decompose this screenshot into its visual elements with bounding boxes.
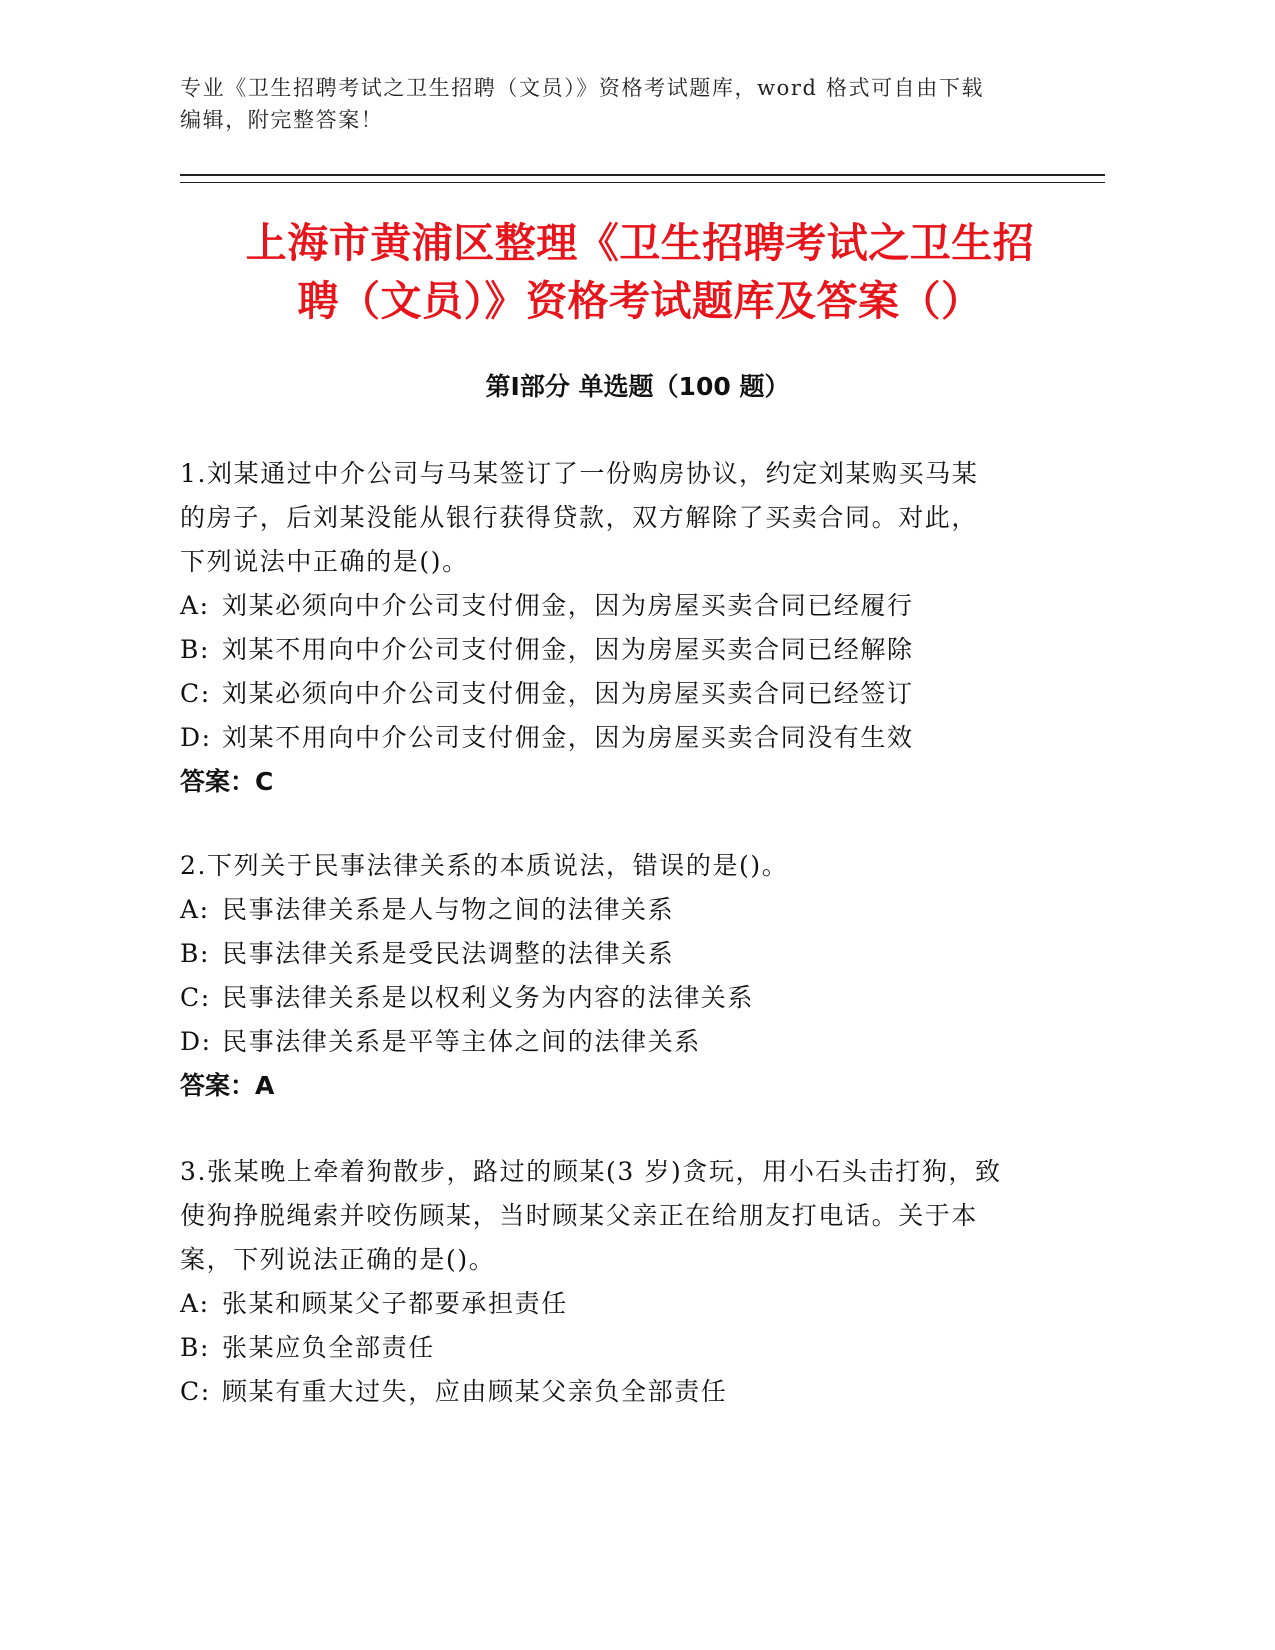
question-stem-line: 2.下列关于民事法律关系的本质说法，错误的是()。 <box>180 851 789 880</box>
question-stem-line: 的房子，后刘某没能从银行获得贷款，双方解除了买卖合同。对此， <box>180 503 979 532</box>
section-heading: 第Ⅰ部分 单选题（100 题） <box>485 372 790 401</box>
question-stem-line: 案，下列说法正确的是()。 <box>180 1245 496 1274</box>
question-option <box>180 672 1060 716</box>
question-stem-line: 下列说法中正确的是()。 <box>180 547 469 576</box>
question-option <box>180 976 1060 1020</box>
header-divider-thin <box>180 182 1105 183</box>
option-text: 民事法律关系是人与物之间的法律关系 <box>222 895 675 924</box>
option-text: 顾某有重大过失，应由顾某父亲负全部责任 <box>222 1377 728 1406</box>
question-option <box>180 628 1060 672</box>
question-2 <box>180 844 1060 1108</box>
question-answer: 答案：A <box>180 1071 275 1100</box>
question-3 <box>180 1150 1060 1414</box>
header-note <box>180 72 1100 136</box>
option-key: C: <box>180 679 211 708</box>
question-option <box>180 932 1060 976</box>
option-text: 刘某不用向中介公司支付佣金，因为房屋买卖合同已经解除 <box>222 635 914 664</box>
document-title <box>180 214 1100 330</box>
question-stem-line: 1.刘某通过中介公司与马某签订了一份购房协议，约定刘某购买马某 <box>180 459 979 488</box>
option-key: B: <box>180 939 210 968</box>
question-option <box>180 584 1060 628</box>
option-text: 民事法律关系是以权利义务为内容的法律关系 <box>222 983 755 1012</box>
option-text: 刘某必须向中介公司支付佣金，因为房屋买卖合同已经签订 <box>222 679 914 708</box>
option-text: 民事法律关系是受民法调整的法律关系 <box>222 939 675 968</box>
question-option <box>180 1370 1060 1414</box>
option-key: A: <box>180 895 210 924</box>
option-text: 张某应负全部责任 <box>222 1333 435 1362</box>
option-key: A: <box>180 1289 210 1318</box>
question-1 <box>180 452 1060 804</box>
question-stem-line: 使狗挣脱绳索并咬伤顾某，当时顾某父亲正在给朋友打电话。关于本 <box>180 1201 979 1230</box>
option-key: B: <box>180 1333 210 1362</box>
option-key: A: <box>180 591 210 620</box>
question-option <box>180 1020 1060 1064</box>
document-title-line-1: 上海市黄浦区整理《卫生招聘考试之卫生招 <box>245 219 1035 267</box>
option-key: C: <box>180 983 211 1012</box>
question-option <box>180 1326 1060 1370</box>
option-text: 刘某必须向中介公司支付佣金，因为房屋买卖合同已经履行 <box>222 591 914 620</box>
option-text: 张某和顾某父子都要承担责任 <box>222 1289 568 1318</box>
question-option <box>180 716 1060 760</box>
document-title-line-2: 聘（文员）》资格考试题库及答案（） <box>297 277 983 325</box>
question-option <box>180 1282 1060 1326</box>
option-key: D: <box>180 1027 212 1056</box>
header-note-line-2: 编辑，附完整答案！ <box>180 108 384 132</box>
question-answer: 答案：C <box>180 767 274 796</box>
option-key: B: <box>180 635 210 664</box>
option-text: 刘某不用向中介公司支付佣金，因为房屋买卖合同没有生效 <box>222 723 914 752</box>
header-divider-thick <box>180 174 1105 176</box>
question-stem-line: 3.张某晚上牵着狗散步，路过的顾某(3 岁)贪玩，用小石头击打狗，致 <box>180 1157 1002 1186</box>
question-option <box>180 888 1060 932</box>
header-note-line-1: 专业《卫生招聘考试之卫生招聘（文员）》资格考试题库，word 格式可自由下载 <box>180 76 985 100</box>
option-key: C: <box>180 1377 211 1406</box>
option-key: D: <box>180 723 212 752</box>
option-text: 民事法律关系是平等主体之间的法律关系 <box>222 1027 701 1056</box>
